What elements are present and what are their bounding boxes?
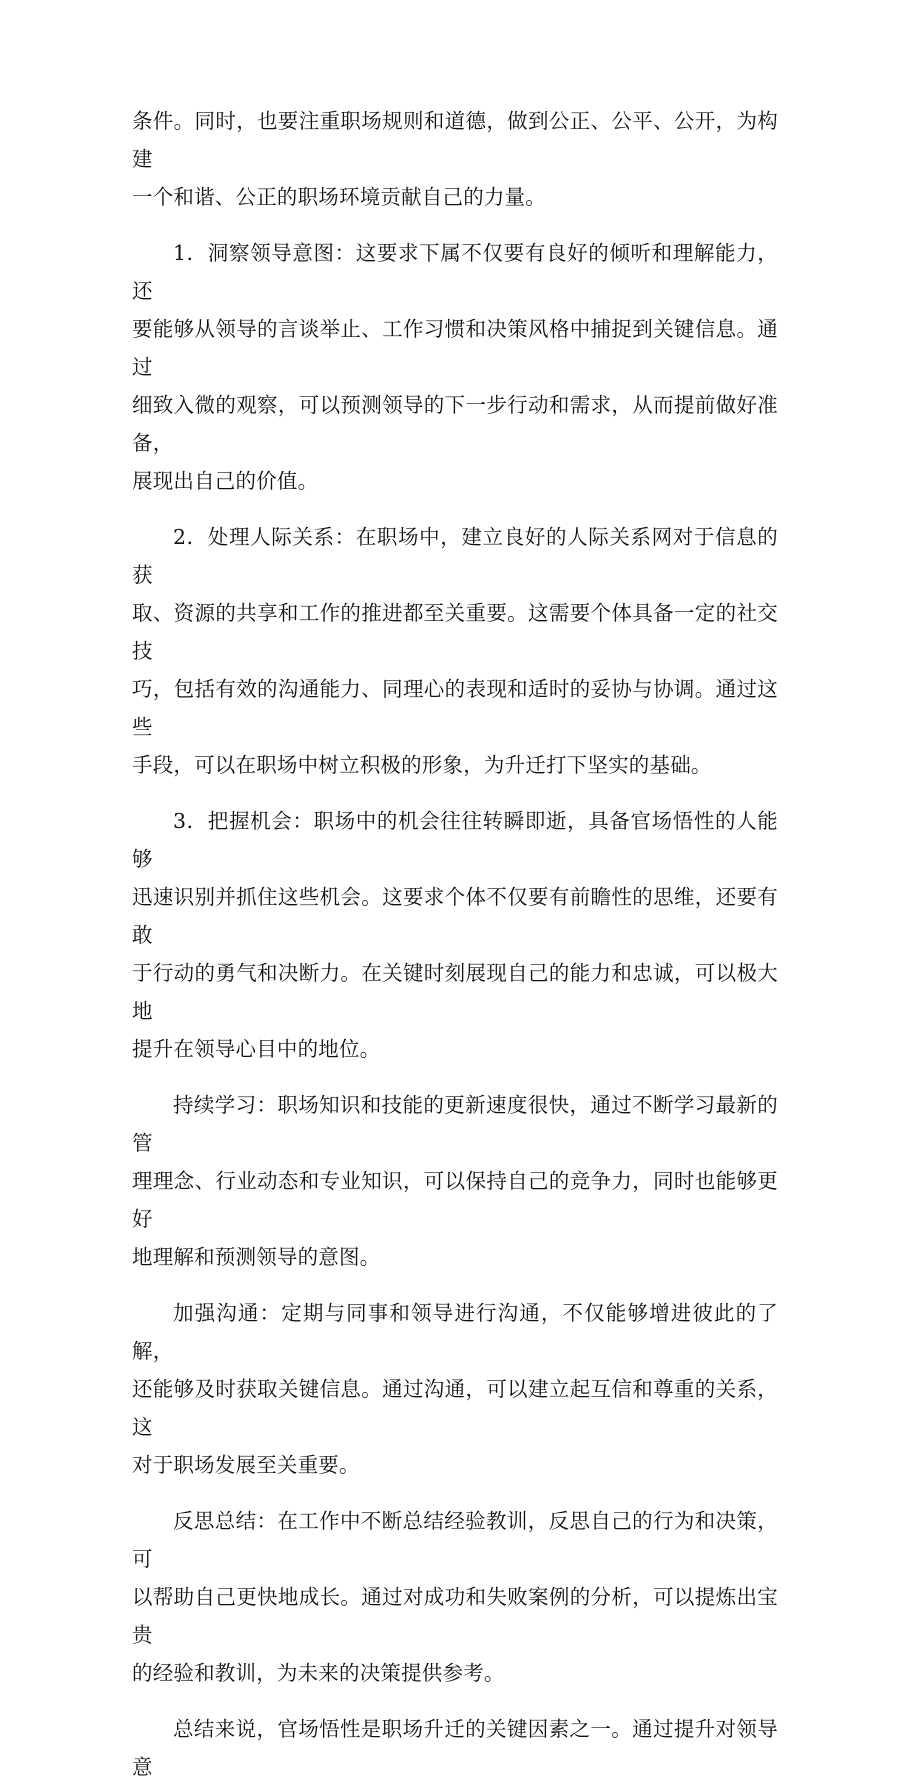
paragraph-reflection-summary: 反思总结：在工作中不断总结经验教训，反思自己的行为和决策，可 以帮助自己更快地成长。通过对成功和失败案例的分析，可以提炼出宝贵 的经验和教训，为未来的决策提供参考。: [132, 1509, 778, 1685]
document-body: [132, 102, 778, 1786]
paragraph-continuation: 条件。同时，也要注重职场规则和道德，做到公正、公平、公开，为构建 一个和谐、公正的职场环境贡献自己的力量。: [132, 109, 778, 209]
paragraph-seize-opportunities: 3．把握机会：职场中的机会往往转瞬即逝，具备官场悟性的人能够 迅速识别并抓住这些机会。这要求个体不仅要有前瞻性的思维，还要有敢 于行动的勇气和决断力。在关键时刻展现自己的能力和忠诚，可以极大地 提升在领导心目中的地位。: [132, 809, 778, 1061]
paragraph-interpersonal-relations: 2．处理人际关系：在职场中，建立良好的人际关系网对于信息的获 取、资源的共享和工作的推进都至关重要。这需要个体具备一定的社交技 巧，包括有效的沟通能力、同理心的表现和适时的妥协与协调。通过这些 手段，可以在职场中树立积极的形象，为升迁打下坚实的基础。: [132, 525, 778, 777]
paragraph-strengthen-communication: 加强沟通：定期与同事和领导进行沟通，不仅能够增进彼此的了解， 还能够及时获取关键信息。通过沟通，可以建立起互信和尊重的关系，这 对于职场发展至关重要。: [132, 1301, 778, 1477]
paragraph-insight-leader-intent: 1．洞察领导意图：这要求下属不仅要有良好的倾听和理解能力，还 要能够从领导的言谈举止、工作习惯和决策风格中捕捉到关键信息。通过 细致入微的观察，可以预测领导的下一步行动和需求，从而提前做好准备， 展现出自己的价值。: [132, 241, 778, 493]
paragraph-continuous-learning: 持续学习：职场知识和技能的更新速度很快，通过不断学习最新的管 理理念、行业动态和专业知识，可以保持自己的竞争力，同时也能够更好 地理解和预测领导的意图。: [132, 1093, 778, 1269]
paragraph-conclusion: 总结来说，官场悟性是职场升迁的关键因素之一。通过提升对领导意: [132, 1717, 778, 1779]
